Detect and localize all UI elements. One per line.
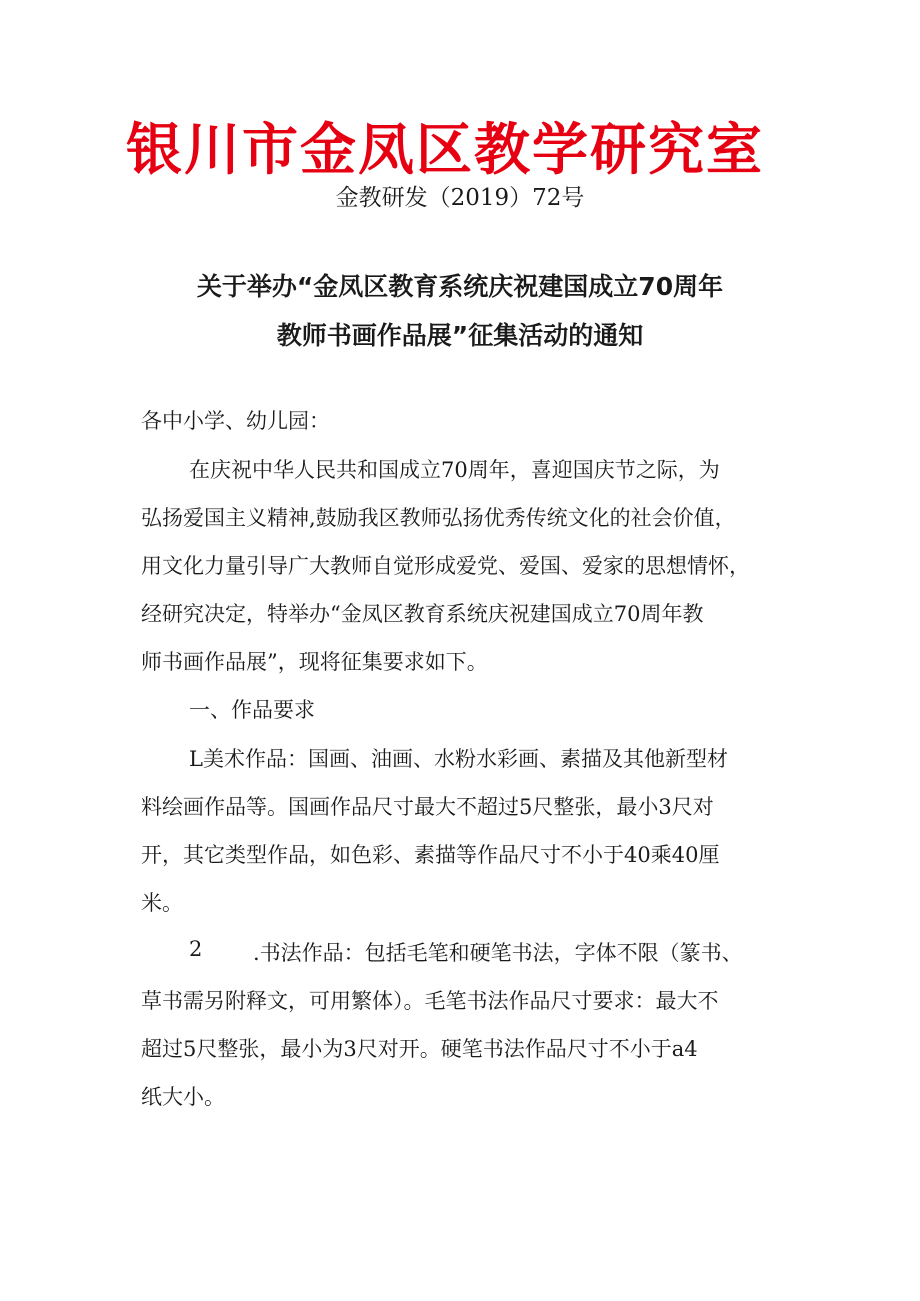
item1-line: 米。 bbox=[141, 891, 183, 915]
item1-line: L美术作品：国画、油画、水粉水彩画、素描及其他新型材 bbox=[189, 747, 728, 771]
intro-paragraph-line: 用文化力量引导广大教师自觉形成爱党、爱国、爱家的思想情怀， bbox=[141, 554, 750, 578]
subject-line-1: 关于举办“金凤区教育系统庆祝建国成立70周年 bbox=[196, 272, 724, 301]
item2-line: .书法作品：包括毛笔和硬笔书法，字体不限（篆书、 bbox=[253, 941, 743, 965]
intro-paragraph-line: 弘扬爱国主义精神,鼓励我区教师弘扬优秀传统文化的社会价值， bbox=[141, 506, 736, 530]
org-letterhead-title: 银川市金凤区教学研究室 bbox=[126, 118, 764, 183]
intro-paragraph-line: 师书画作品展”，现将征集要求如下。 bbox=[141, 650, 488, 674]
intro-paragraph-line: 在庆祝中华人民共和国成立70周年，喜迎国庆节之际，为 bbox=[189, 458, 720, 482]
item1-line: 开，其它类型作品，如色彩、素描等作品尺寸不小于40乘40厘 bbox=[141, 843, 720, 867]
item2-line: 纸大小。 bbox=[141, 1085, 225, 1109]
intro-paragraph-line: 经研究决定，特举办“金凤区教育系统庆祝建国成立70周年教 bbox=[141, 602, 704, 626]
item1-line: 料绘画作品等。国画作品尺寸最大不超过5尺整张，最小3尺对 bbox=[141, 795, 714, 819]
item2-line: 超过5尺整张，最小为3尺对开。硬笔书法作品尺寸不小于a4 bbox=[141, 1037, 698, 1061]
section-heading: 一、作品要求 bbox=[189, 698, 315, 722]
item2-line: 草书需另附释文，可用繁体）。毛笔书法作品尺寸要求：最大不 bbox=[141, 989, 719, 1013]
salutation: 各中小学、幼儿园： bbox=[141, 409, 330, 433]
subject-line-2: 教师书画作品展”征集活动的通知 bbox=[276, 321, 644, 350]
item2-number: 2 bbox=[189, 937, 203, 961]
document-number: 金教研发（2019）72号 bbox=[335, 185, 585, 211]
